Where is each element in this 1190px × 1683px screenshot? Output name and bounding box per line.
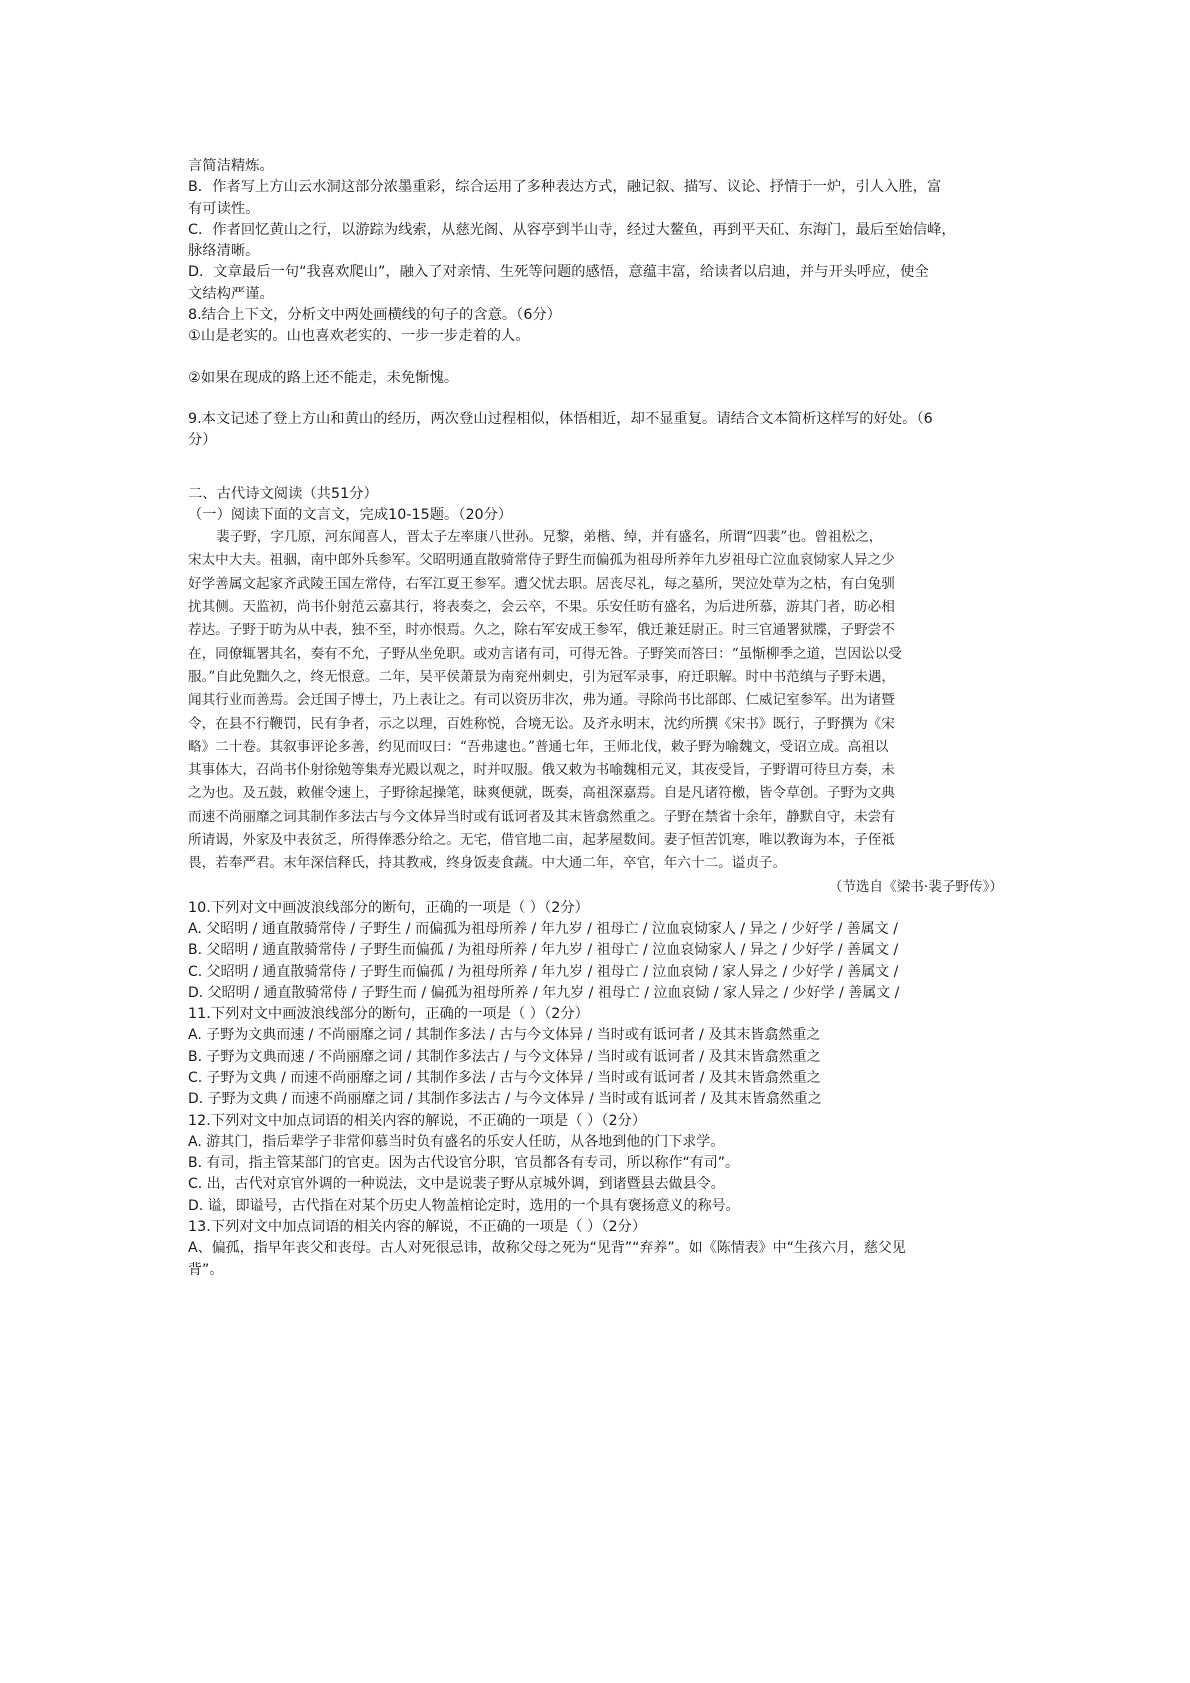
question-9: 9.本文记述了登上方山和黄山的经历，两次登山过程相似，体悟相近，却不显重复。请结合文本简析这样写的好处。（6 [188,410,933,427]
question-12 [188,1111,1003,1217]
text-line: 脉络清晰。 [188,243,260,260]
question-8-item-1: ①山是老实的。山也喜欢老实的、一步一步走着的人。 [188,328,530,345]
classical-passage [188,526,1003,897]
passage-line: 荐达。子野于昉为从中表，独不至，时亦恨焉。久之，除右军安成王参军，俄迁兼廷尉正。时三官通署狱牒，子野尝不 [188,622,895,639]
question-11 [188,1004,1003,1110]
passage-line: 略》二十卷。其叙事评论多善，约见而叹曰：“吾弗逮也。”普通七年，王师北伐，敕子野为喻魏文，受诏立成。高祖以 [188,738,889,755]
passage-line: 扰其侧。天监初，尚书仆射范云嘉其行，将表奏之，会云卒，不果。乐安任昉有盛名，为后进所慕，游其门者，昉必相 [188,599,895,616]
text-line: B．作者写上方山云水洞这部分浓墨重彩，综合运用了多种表达方式，融记叙、描写、议论、抒情于一炉，引人入胜，富 [188,179,942,196]
passage-line: 畏，若奉严君。末年深信释氏，持其教戒，终身饭麦食蔬。中大通二年，卒官，年六十二。谥贞子。 [188,855,787,872]
question-13 [188,1217,1003,1281]
question-10 [188,898,1003,1004]
section-sub-heading: （一）阅读下面的文言文，完成10-15题。（20分） [188,506,513,523]
question-stem: 13.下列对文中加点词语的相关内容的解说，不正确的一项是（ ）（2分） [188,1219,647,1236]
passage-line: 其事体大，召尚书仆射徐勉等集寿光殿以观之，时并叹服。俄又敕为书喻魏相元叉，其夜受旨，子野谓可待旦方奏，未 [188,762,895,779]
passage-line: 所请谒，外家及中表贫乏，所得俸悉分给之。无宅，借官地二亩，起茅屋数间。妻子恒苦饥寒，唯以教诲为本，子侄祗 [188,832,895,849]
passage-line: 而速不尚丽靡之词其制作多法古与今文体异当时或有诋诃者及其末皆翕然重之。子野在禁省十余年，静默自守，未尝有 [188,808,895,825]
option-c: C. 子野为文典 / 而速不尚丽靡之词 / 其制作多法 / 古与今文体异 / 当时或有诋诃者 / 及其末皆翕然重之 [188,1069,821,1086]
passage-line: 在，同僚辄署其名，奏有不允，子野从坐免职。或劝言诸有司，可得无咎。子野笑而答曰：“虽惭柳季之道，岂因讼以受 [188,645,902,662]
passage-line: 闻其行业而善焉。会迁国子博士，乃上表让之。有司以资历非次，弗为通。寻除尚书比部郎、仁威记室参军。出为诸暨 [188,692,895,709]
question-8-item-2: ②如果在现成的路上还不能走，未免惭愧。 [188,369,459,386]
option-a-cont: 背”。 [188,1261,224,1278]
option-b: B. 子野为文典而速 / 不尚丽靡之词 / 其制作多法古 / 与今文体异 / 当时或有诋诃者 / 及其末皆翕然重之 [188,1048,821,1065]
text-line: 有可读性。 [188,200,260,217]
option-b: B. 有司，指主管某部门的官吏。因为古代设官分职，官员都各有专司，所以称作“有司”。 [188,1155,740,1172]
option-c: C. 出，古代对京官外调的一种说法，文中是说裴子野从京城外调，到诸暨县去做县令。 [188,1176,725,1193]
option-d: D. 父昭明 / 通直散骑常侍 / 子野生而 / 偏孤为祖母所养 / 年九岁 / 祖母亡 / 泣血哀恸 / 家人异之 / 少好学 / 善属文 / [188,984,900,1001]
option-b: B. 父昭明 / 通直散骑常侍 / 子野生而偏孤 / 为祖母所养 / 年九岁 / 祖母亡 / 泣血哀恸家人 / 异之 / 少好学 / 善属文 / [188,942,899,959]
option-d: D. 子野为文典 / 而速不尚丽靡之词 / 其制作多法古 / 与今文体异 / 当时或有诋诃者 / 及其末皆翕然重之 [188,1091,822,1108]
text-line: 文结构严谨。 [188,285,274,302]
question-stem: 10.下列对文中画波浪线部分的断句，正确的一项是（ ）（2分） [188,899,589,916]
passage-line: 之为也。及五鼓，敕催令速上，子野徐起操笔，昧爽便就，既奏，高祖深嘉焉。自是凡诸符檄，皆令草创。子野为文典 [188,785,895,802]
section-2 [188,484,1003,898]
question-9-cont: 分） [188,432,217,449]
passage-line: 令，在县不行鞭罚，民有争者，示之以理，百姓称悦，合境无讼。及齐永明末，沈约所撰《宋书》既行，子野撰为《宋 [188,715,895,732]
page-content [188,156,1003,1281]
option-a: A、偏孤，指早年丧父和丧母。古人对死很忌讳，故称父母之死为“见背”“弃养”。如《陈情表》中“生孩六月，慈父见 [188,1240,906,1257]
text-line: D．文章最后一句“我喜欢爬山”，融入了对亲情、生死等问题的感悟，意蕴丰富，给读者以启迪，并与开头呼应，使全 [188,264,929,281]
option-a: A. 游其门，指后辈学子非常仰慕当时负有盛名的乐安人任昉，从各地到他的门下求学。 [188,1133,725,1150]
passage-line: 裴子野，字几原，河东闻喜人，晋太子左率康八世孙。兄黎，弟楷、绰，并有盛名，所谓“四裴”也。曾祖松之， [216,529,883,546]
question-stem: 11.下列对文中画波浪线部分的断句，正确的一项是（ ）（2分） [188,1006,589,1023]
passage-source: （节选自《梁书·裴子野传》） [828,878,1003,895]
passage-line: 服。”自此免黜久之，终无恨意。二年，吴平侯萧景为南兖州刺史，引为冠军录事，府迁职解。时中书范缜与子野未遇， [188,668,896,685]
option-a: A. 子野为文典而速 / 不尚丽靡之词 / 其制作多法 / 古与今文体异 / 当时或有诋诃者 / 及其末皆翕然重之 [188,1027,821,1044]
text-line: 言简洁精炼。 [188,158,274,174]
top-section [188,156,1003,452]
passage-line: 好学善属文起家齐武陵王国左常侍，右军江夏王参军。遭父忧去职。居丧尽礼，每之墓所，哭泣处草为之枯，有白兔驯 [188,575,895,592]
question-8: 8.结合上下文，分析文中两处画横线的句子的含意。（6分） [188,307,562,324]
passage-line: 宋太中大夫。祖骃，南中郎外兵参军。父昭明通直散骑常侍子野生而偏孤为祖母所养年九岁祖母亡泣血哀恸家人异之少 [188,552,895,569]
option-a: A. 父昭明 / 通直散骑常侍 / 子野生 / 而偏孤为祖母所养 / 年九岁 / 祖母亡 / 泣血哀恸家人 / 异之 / 少好学 / 善属文 / [188,920,898,937]
text-line: C．作者回忆黄山之行，以游踪为线索，从慈光阁、从容亭到半山寺，经过大鳌鱼，再到平天矼、东海门，最后至始信峰， [188,221,956,238]
option-c: C. 父昭明 / 通直散骑常侍 / 子野生而偏孤 / 为祖母所养 / 年九岁 / 祖母亡 / 泣血哀恸 / 家人异之 / 少好学 / 善属文 / [188,963,899,980]
option-d: D. 谥，即谥号，古代指在对某个历史人物盖棺论定时，选用的一个具有褒扬意义的称号。 [188,1197,740,1214]
question-stem: 12.下列对文中加点词语的相关内容的解说，不正确的一项是（ ）（2分） [188,1112,647,1129]
section-heading: 二、古代诗文阅读（共51分） [188,485,378,502]
